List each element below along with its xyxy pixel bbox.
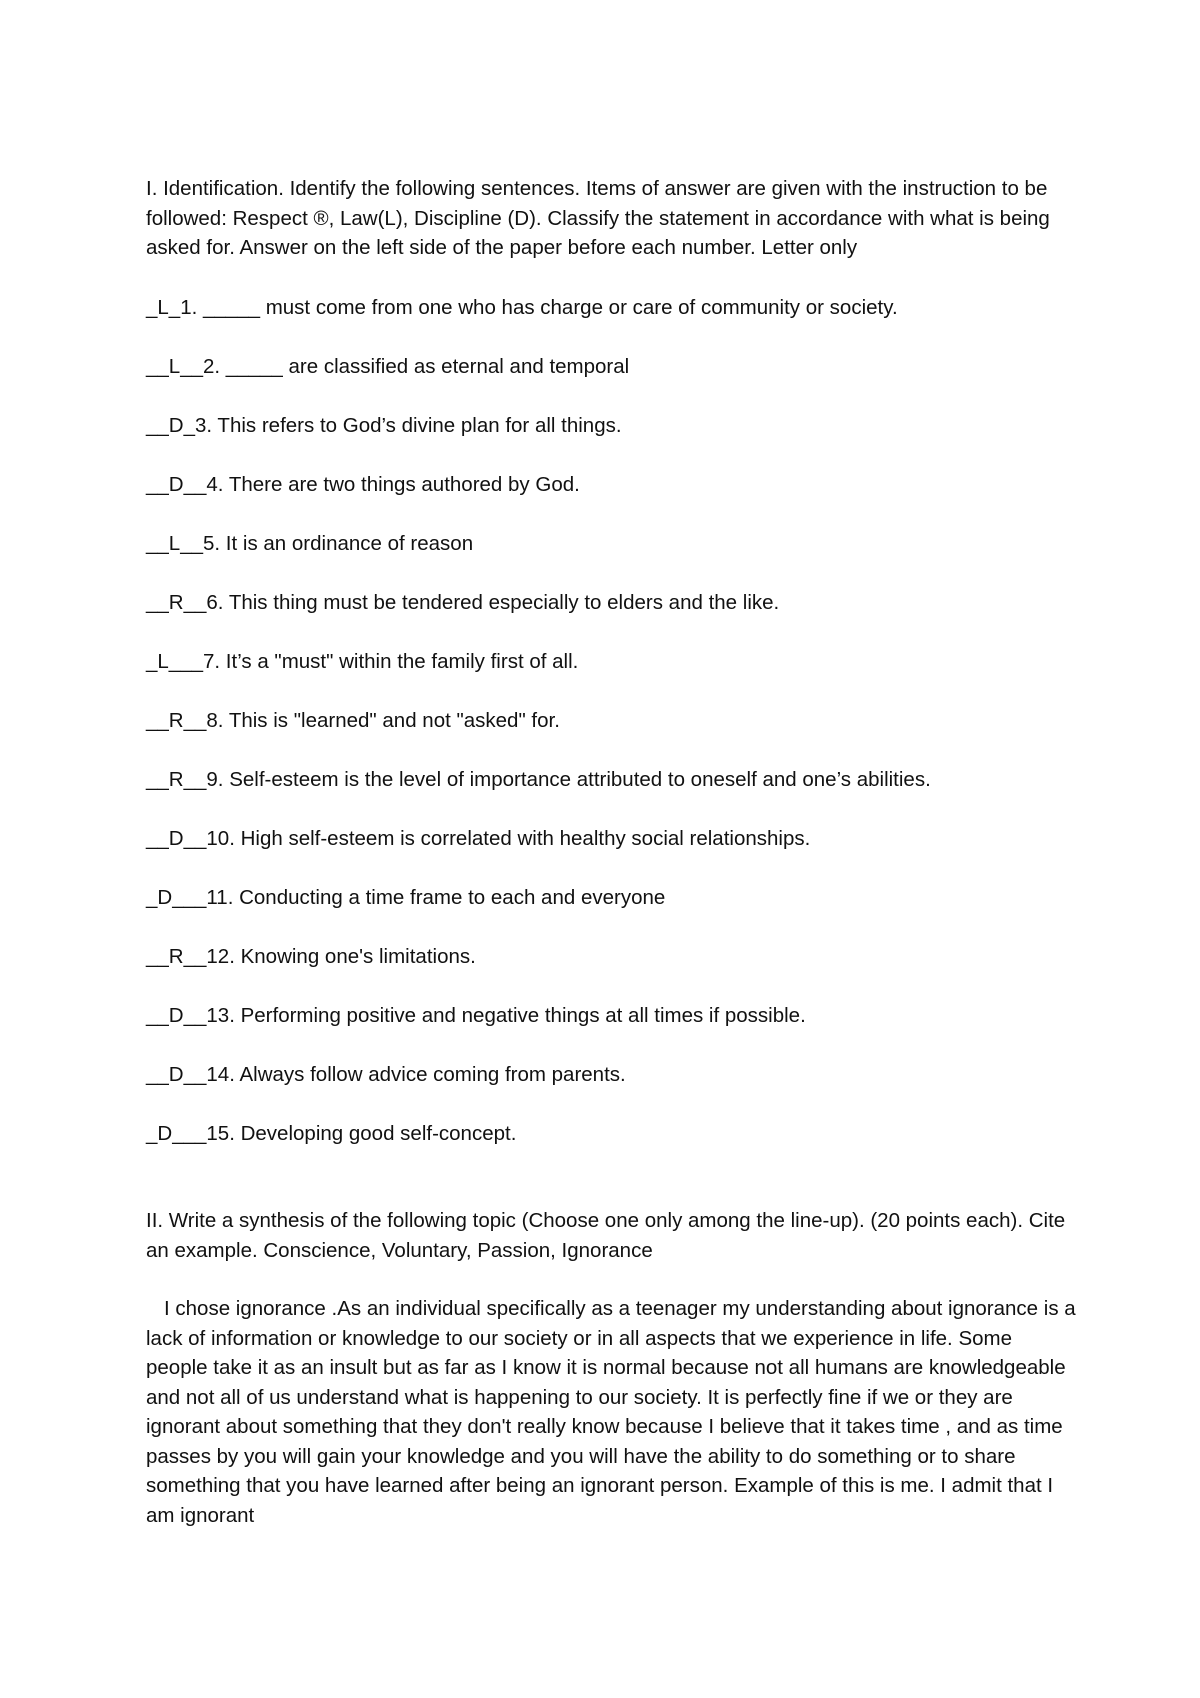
list-item: __L__5. It is an ordinance of reason <box>146 531 474 555</box>
list-item: _D___11. Conducting a time frame to each and everyone <box>146 885 666 909</box>
section2-instructions: II. Write a synthesis of the following topic (Choose one only among the line-up). (20 points each). Cite an example. Conscience, Voluntary, Passion, Ignorance <box>146 1209 1066 1262</box>
list-item: __D__13. Performing positive and negative things at all times if possible. <box>146 1003 806 1027</box>
list-item: __D__10. High self-esteem is correlated with healthy social relationships. <box>146 826 811 850</box>
identification-items <box>146 293 1076 1149</box>
list-item: _L_1. _____ must come from one who has charge or care of community or society. <box>146 295 898 319</box>
list-item: __D_3. This refers to God’s divine plan for all things. <box>146 413 622 437</box>
document-page <box>146 174 1076 1530</box>
essay-paragraph: I chose ignorance .As an individual specifically as a teenager my understanding about ignorance is a lack of information or knowledge to our society or in all aspects that we experience in life. Some people take it as an insult but as far as I know it is normal because not all humans are knowledgeable and not all of us understand what is happening to our society. It is perfectly fine if we or they are ignorant about something that they don't really know because I believe that it takes time , and as time passes by you will gain your knowledge and you will have the ability to do something or to share something that you have learned after being an ignorant person. Example of this is me. I admit that I am ignorant <box>146 1297 1076 1527</box>
list-item: __R__8. This is "learned" and not "asked" for. <box>146 708 560 732</box>
list-item: __R__12. Knowing one's limitations. <box>146 944 476 968</box>
section2 <box>146 1206 1076 1530</box>
list-item: _L___7. It’s a "must" within the family first of all. <box>146 649 579 673</box>
section1-instructions: I. Identification. Identify the following sentences. Items of answer are given with the instruction to be followed: Respect ®, Law(L), Discipline (D). Classify the statement in accordance with what is being asked for. Answer on the left side of the paper before each number. Letter only <box>146 177 1050 259</box>
list-item: __L__2. _____ are classified as eternal and temporal <box>146 354 630 378</box>
list-item: __D__14. Always follow advice coming from parents. <box>146 1062 626 1086</box>
list-item: __D__4. There are two things authored by God. <box>146 472 580 496</box>
list-item: __R__6. This thing must be tendered especially to elders and the like. <box>146 590 780 614</box>
list-item: _D___15. Developing good self-concept. <box>146 1121 517 1145</box>
list-item: __R__9. Self-esteem is the level of importance attributed to oneself and one’s abilities. <box>146 767 931 791</box>
